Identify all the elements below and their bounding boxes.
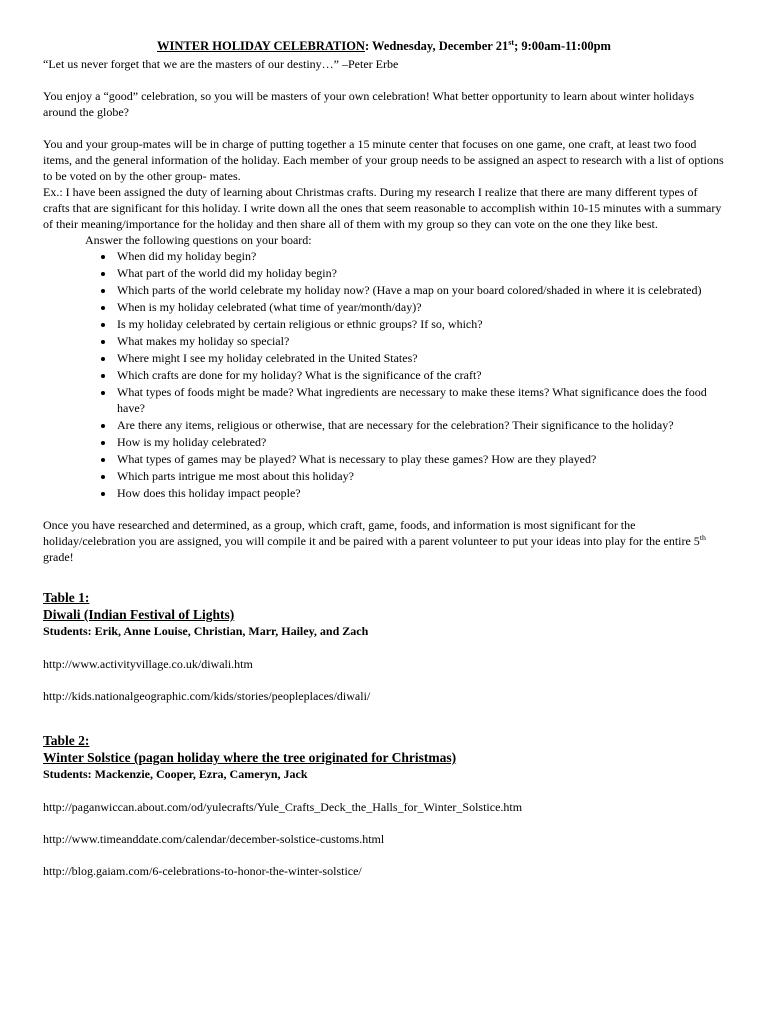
question-item: • What types of foods might be made? What ingredients are necessary to make these items? What significance does the food have? (115, 384, 725, 416)
table2-students: Students: Mackenzie, Cooper, Ezra, Cameryn, Jack (43, 767, 308, 781)
question-item: • What types of games may be played? What is necessary to play these games? How are they played? (115, 451, 725, 467)
question-item: • Which parts of the world celebrate my holiday now? (Have a map on your board colored/shaded in where it is celebrated) (115, 282, 725, 298)
question-item: • Where might I see my holiday celebrated in the United States? (115, 350, 725, 366)
question-item: • Which crafts are done for my holiday? What is the significance of the craft? (115, 367, 725, 383)
table1-students: Students: Erik, Anne Louise, Christian, Marr, Hailey, and Zach (43, 624, 369, 638)
questions-intro: Answer the following questions on your board: (85, 233, 312, 247)
table2-title: Winter Solstice (pagan holiday where the tree originated for Christmas) (43, 750, 457, 765)
question-item: • When is my holiday celebrated (what time of year/month/day)? (115, 299, 725, 315)
table2-section (43, 732, 725, 879)
question-item: • How does this holiday impact people? (115, 485, 725, 501)
table1-title: Diwali (Indian Festival of Lights) (43, 607, 235, 622)
quote-line: “Let us never forget that we are the masters of our destiny…” –Peter Erbe (43, 57, 399, 71)
table2-heading: Table 2: (43, 733, 90, 748)
title-tail: ; 9:00am-11:00pm (514, 39, 611, 53)
question-item: • How is my holiday celebrated? (115, 434, 725, 450)
question-item: • Is my holiday celebrated by certain religious or ethnic groups? If so, which? (115, 316, 725, 332)
intro-paragraph: You enjoy a “good” celebration, so you will be masters of your own celebration! What better opportunity to learn about winter holidays around the globe? (43, 89, 695, 119)
closing-paragraph (43, 517, 725, 565)
question-item: • What part of the world did my holiday begin? (115, 265, 725, 281)
table1-link-2: http://kids.nationalgeographic.com/kids/stories/peopleplaces/diwali/ (43, 689, 371, 703)
closing-superscript: th (699, 533, 706, 542)
question-item: • What makes my holiday so special? (115, 333, 725, 349)
assignment-paragraph: You and your group-mates will be in charge of putting together a 15 minute center that focuses on one game, one craft, at least two food items, and the general information of the holiday. Each member of your group needs to be assigned an aspect to research with a list of options to be voted on by the other group- mates. (43, 137, 724, 183)
title-middle: : Wednesday, December 21 (364, 39, 509, 53)
table2-link-3: http://blog.gaiam.com/6-celebrations-to-honor-the-winter-solstice/ (43, 864, 362, 878)
table1-section (43, 589, 725, 704)
title-superscript: st (508, 37, 515, 47)
questions-list (95, 248, 725, 501)
table2-link-1: http://paganwiccan.about.com/od/yulecrafts/Yule_Crafts_Deck_the_Halls_for_Winter_Solstice.htm (43, 800, 523, 814)
question-item: • When did my holiday begin? (115, 248, 725, 264)
title-underlined: WINTER HOLIDAY CELEBRATION (157, 39, 365, 53)
table1-heading: Table 1: (43, 590, 90, 605)
document-title (43, 38, 725, 54)
closing-pre: Once you have researched and determined, as a group, which craft, game, foods, and information is most significant for the holiday/celebration you are assigned, you will compile it and be paired with a parent volunteer to put your ideas into play for the entire 5 (43, 518, 700, 548)
question-item: • Which parts intrigue me most about this holiday? (115, 468, 725, 484)
table2-link-2: http://www.timeanddate.com/calendar/december-solstice-customs.html (43, 832, 385, 846)
closing-post: grade! (43, 550, 74, 564)
example-paragraph: Ex.: I have been assigned the duty of learning about Christmas crafts. During my research I realize that there are many different types of crafts that are significant for this holiday. I write down all the ones that seem reasonable to accomplish within 10-15 minutes with a summary of their meaning/importance for the holiday and then share all of them with my group so they can vote on the one they like best. (43, 185, 722, 231)
table1-link-1: http://www.activityvillage.co.uk/diwali.htm (43, 657, 253, 671)
question-item: • Are there any items, religious or otherwise, that are necessary for the celebration? Their significance to the holiday? (115, 417, 725, 433)
